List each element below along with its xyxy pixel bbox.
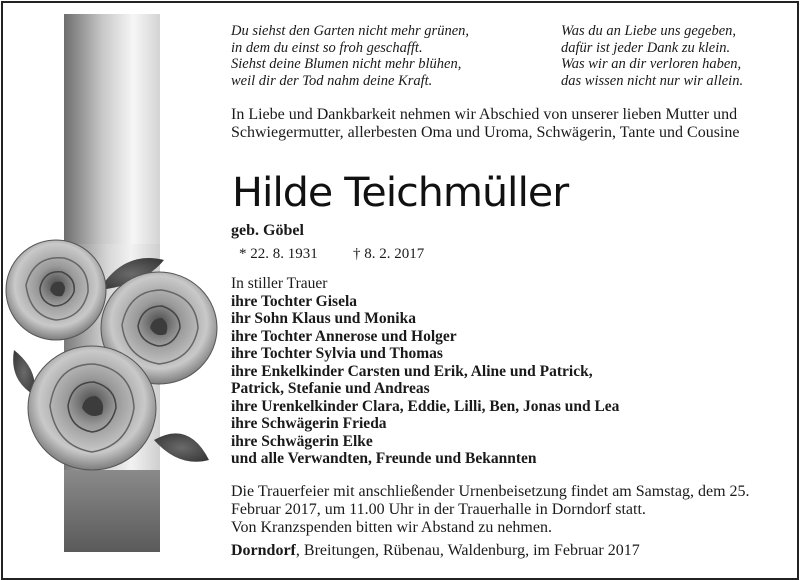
place-main: Dorndorf	[231, 542, 296, 559]
death-date: † 8. 2. 2017	[353, 246, 425, 262]
place-rest: , Breitungen, Rübenau, Waldenburg, im Februar 2017	[295, 542, 640, 559]
list-item: ihre Enkelkinder Carsten und Erik, Aline und Patrick,	[231, 362, 593, 380]
poem-line: Du siehst den Garten nicht mehr grünen,	[231, 23, 470, 39]
list-item: ihre Tochter Sylvia und Thomas	[231, 345, 443, 362]
poem-line: Was du an Liebe uns gegeben,	[561, 23, 737, 39]
roses-illustration	[4, 230, 226, 480]
wreath-notice: Von Kranzspenden bitten wir Abstand zu nehmen.	[231, 518, 552, 536]
poem-left	[231, 23, 469, 89]
list-item: ihre Schwägerin Frieda	[231, 415, 387, 432]
mourning-lead: In stiller Trauer	[231, 275, 328, 292]
closing-text	[231, 483, 776, 536]
list-item: Patrick, Stefanie und Andreas	[231, 380, 430, 397]
life-dates	[239, 246, 425, 263]
poem-line: Was wir an dir verloren haben,	[561, 56, 742, 72]
rose-bottom	[28, 346, 156, 470]
poem-line: dafür ist jeder Dank zu klein.	[561, 39, 731, 56]
poem-line: in dem du einst so froh geschafft.	[231, 39, 423, 56]
birth-date: * 22. 8. 1931	[239, 246, 318, 262]
poem-line: das wissen nicht nur wir allein.	[561, 72, 744, 89]
place-and-date	[231, 542, 640, 560]
list-item: ihr Sohn Klaus und Monika	[231, 310, 416, 327]
poem-line: weil dir der Tod nahm deine Kraft.	[231, 72, 433, 89]
rose-top-left	[6, 240, 106, 340]
intro-text: In Liebe und Dankbarkeit nehmen wir Abschied von unserer lieben Mutter und Schwiegermutter, allerbesten Oma und Uroma, Schwägerin, Tante und Cousine	[231, 106, 740, 141]
service-info: Die Trauerfeier mit anschließender Urnenbeisetzung findet am Samstag, dem 25. Februar 2017, um 11.00 Uhr in der Trauerhalle in Dorndorf statt.	[231, 483, 750, 518]
list-item: ihre Tochter Annerose und Holger	[231, 327, 457, 345]
list-item: und alle Verwandten, Freunde und Bekannten	[231, 450, 537, 467]
list-item: ihre Tochter Gisela	[231, 292, 358, 310]
deceased-name: Hilde Teichmüller	[232, 170, 569, 216]
maiden-name: geb. Göbel	[231, 222, 304, 239]
decorative-band-top	[64, 14, 160, 244]
poem-right	[561, 23, 743, 89]
poem-line: Siehst deine Blumen nicht mehr blühen,	[231, 56, 462, 72]
decorative-band-bottom	[64, 470, 160, 552]
list-item: ihre Urenkelkinder Clara, Eddie, Lilli, Ben, Jonas und Lea	[231, 397, 620, 415]
list-item: ihre Schwägerin Elke	[231, 432, 373, 450]
mourners-list	[231, 275, 619, 468]
